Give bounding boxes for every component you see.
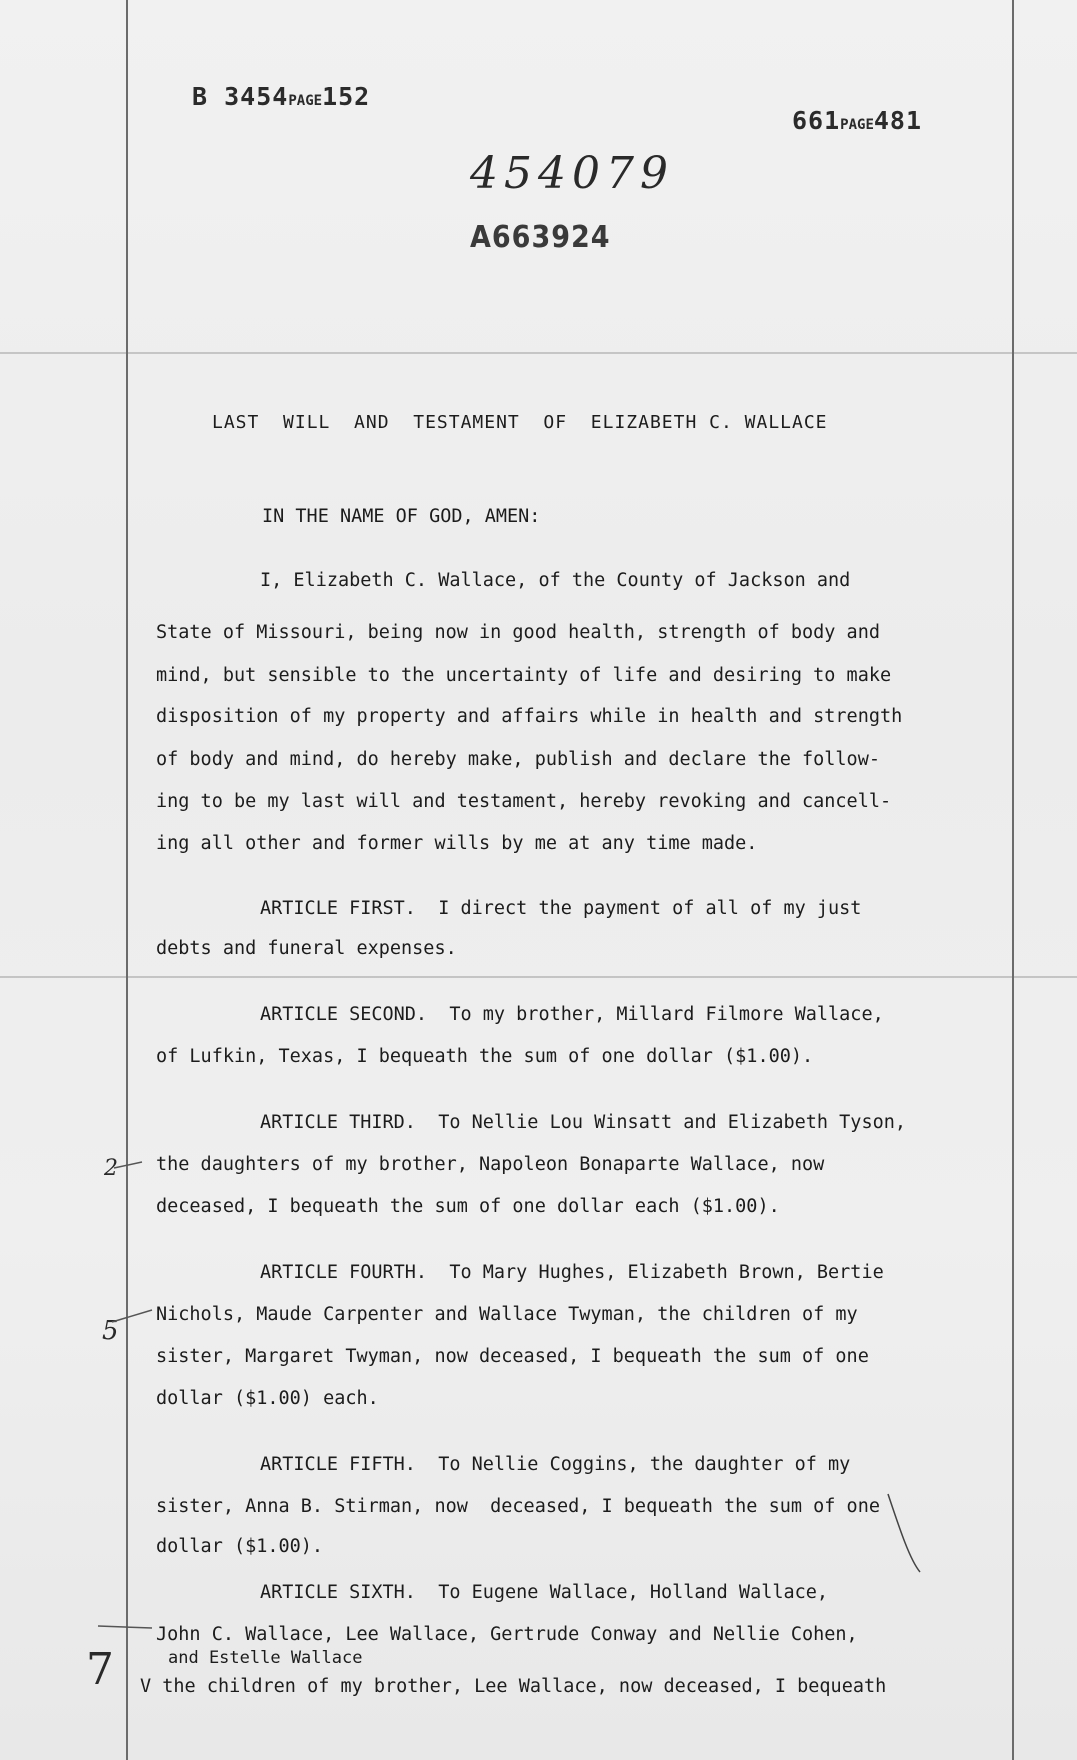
page-word: PAGE (288, 93, 323, 109)
body-line: State of Missouri, being now in good health, strength of body and (156, 622, 880, 643)
margin-mark: 7 (86, 1644, 114, 1695)
body-line: deceased, I bequeath the sum of one dollar each ($1.00). (156, 1196, 780, 1217)
body-line: John C. Wallace, Lee Wallace, Gertrude Conway and Nellie Cohen, (156, 1624, 858, 1645)
margin-mark: 2 (104, 1156, 118, 1181)
invocation: IN THE NAME OF GOD, AMEN: (262, 506, 541, 527)
book-prefix: B (192, 82, 209, 111)
body-line: dollar ($1.00). (156, 1536, 324, 1557)
body-line: ing to be my last will and testament, hereby revoking and cancell- (156, 791, 892, 812)
book-number: 661 (792, 106, 841, 135)
article-sixth: ARTICLE SIXTH. To Eugene Wallace, Holland Wallace, (260, 1582, 829, 1603)
body-line: dollar ($1.00) each. (156, 1388, 379, 1409)
margin-mark: 5 (102, 1316, 119, 1346)
page-word: PAGE (840, 117, 874, 133)
handwritten-file-number: 454079 (470, 148, 674, 199)
page-number: 481 (873, 106, 923, 135)
article-fifth: ARTICLE FIFTH. To Nellie Coggins, the daughter of my (260, 1454, 851, 1475)
document-title: LAST WILL AND TESTAMENT OF ELIZABETH C. WALLACE (212, 412, 828, 433)
body-line: debts and funeral expenses. (156, 938, 457, 959)
book-number: 3454 (224, 82, 289, 111)
article-second: ARTICLE SECOND. To my brother, Millard Filmore Wallace, (260, 1004, 884, 1025)
page-number: 152 (322, 82, 371, 111)
article-fourth: ARTICLE FOURTH. To Mary Hughes, Elizabeth Brown, Bertie (260, 1262, 884, 1283)
body-line: of body and mind, do hereby make, publish and declare the follow- (156, 749, 880, 770)
body-line: the daughters of my brother, Napoleon Bonaparte Wallace, now (156, 1154, 825, 1175)
body-line: of Lufkin, Texas, I bequeath the sum of one dollar ($1.00). (156, 1046, 814, 1067)
body-line: sister, Margaret Twyman, now deceased, I bequeath the sum of one (156, 1346, 869, 1367)
inserted-line: and Estelle Wallace (168, 1648, 363, 1668)
document-number-stamp: A663924 (470, 220, 611, 255)
body-line: ing all other and former wills by me at any time made. (156, 833, 758, 854)
body-line: sister, Anna B. Stirman, now deceased, I bequeath the sum of one (156, 1496, 880, 1517)
article-third: ARTICLE THIRD. To Nellie Lou Winsatt and Elizabeth Tyson, (260, 1112, 907, 1133)
body-line: V the children of my brother, Lee Wallace, now deceased, I bequeath (140, 1676, 887, 1697)
body-line: disposition of my property and affairs while in health and strength (156, 706, 903, 727)
body-line: Nichols, Maude Carpenter and Wallace Twyman, the children of my (156, 1304, 858, 1325)
article-first: ARTICLE FIRST. I direct the payment of all of my just (260, 898, 862, 919)
body-line: I, Elizabeth C. Wallace, of the County of Jackson and (260, 570, 851, 591)
body-line: mind, but sensible to the uncertainty of life and desiring to make (156, 665, 892, 686)
